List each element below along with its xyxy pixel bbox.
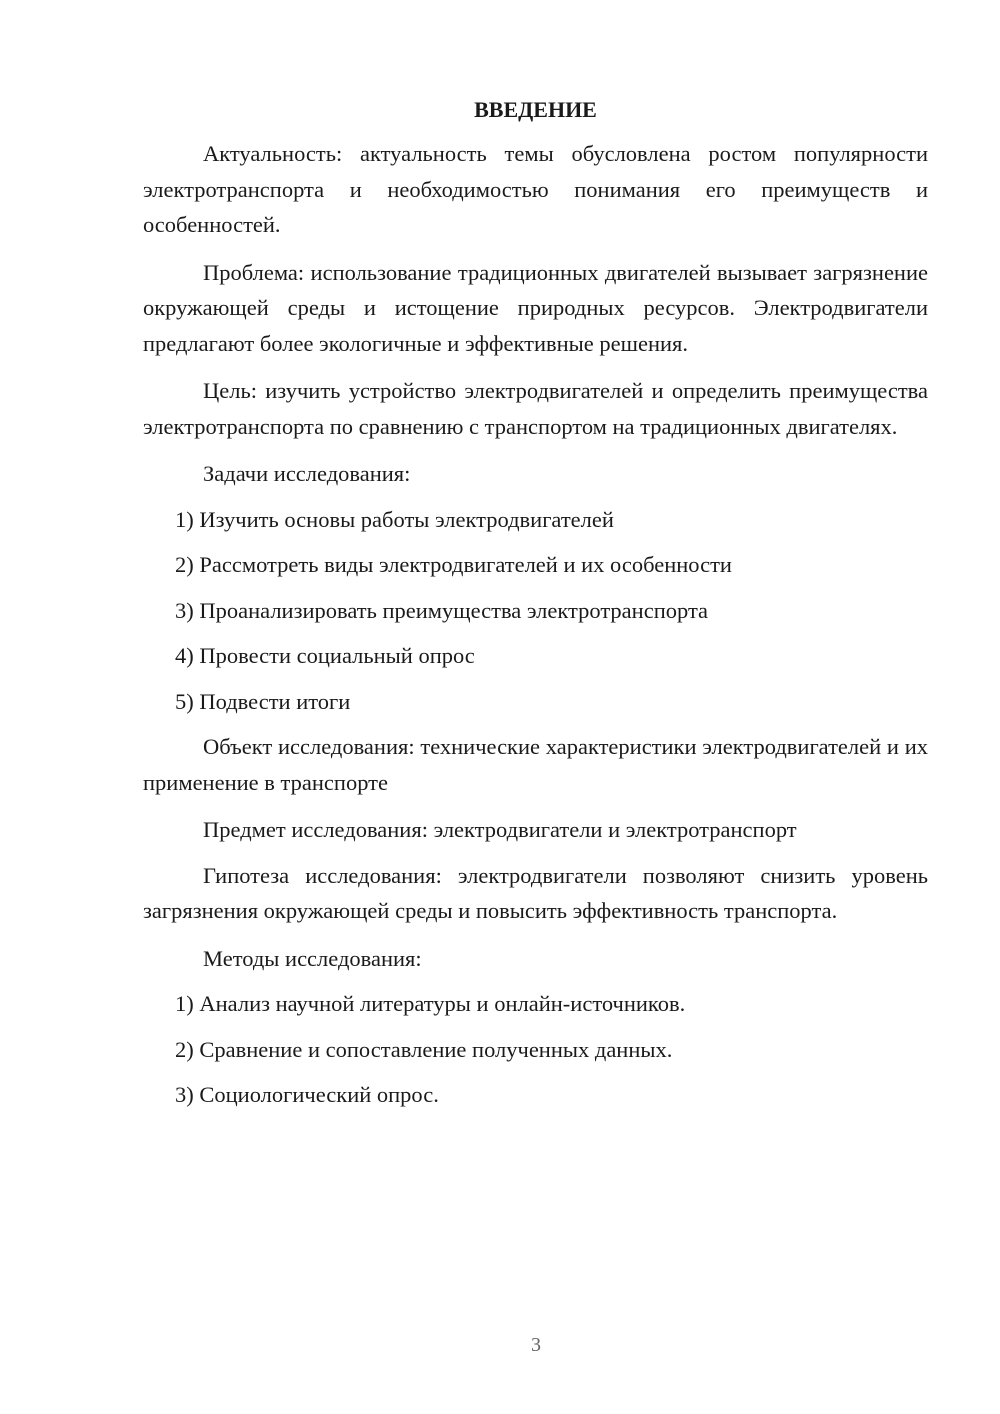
page-title: ВВЕДЕНИЕ <box>474 97 597 122</box>
relevance-paragraph: Актуальность: актуальность темы обусловлена ростом популярности электротранспорта и необходимостью понимания его преимуществ и особенностей. <box>143 141 928 237</box>
tasks-heading: Задачи исследования: <box>203 461 411 486</box>
hypothesis-paragraph: Гипотеза исследования: электродвигатели позволяют снизить уровень загрязнения окружающей среды и повысить эффективность транспорта. <box>143 862 928 923</box>
task-item: 4) Провести социальный опрос <box>175 643 475 668</box>
task-item: 2) Рассмотреть виды электродвигателей и их особенности <box>175 552 732 577</box>
document-page <box>143 96 928 1123</box>
subject-paragraph: Предмет исследования: электродвигатели и электротранспорт <box>203 817 797 842</box>
object-paragraph: Объект исследования: технические характеристики электродвигателей и их применение в транспорте <box>143 734 928 795</box>
method-item: 1) Анализ научной литературы и онлайн-источников. <box>175 991 686 1016</box>
method-item: 2) Сравнение и сопоставление полученных данных. <box>175 1036 673 1062</box>
method-item: 3) Социологический опрос. <box>175 1082 439 1107</box>
page-number: 3 <box>531 1334 541 1356</box>
goal-paragraph: Цель: изучить устройство электродвигателей и определить преимущества электротранспорта по сравнению с транспортом на традиционных двигателях. <box>143 378 928 439</box>
methods-heading: Методы исследования: <box>203 945 422 971</box>
task-item: 3) Проанализировать преимущества электротранспорта <box>175 597 709 623</box>
problem-paragraph: Проблема: использование традиционных двигателей вызывает загрязнение окружающей среды и истощение природных ресурсов. Электродвигатели предлагают более экологичные и эффективные решения. <box>143 259 928 356</box>
task-item: 5) Подвести итоги <box>175 688 351 714</box>
task-item: 1) Изучить основы работы электродвигателей <box>175 506 614 532</box>
